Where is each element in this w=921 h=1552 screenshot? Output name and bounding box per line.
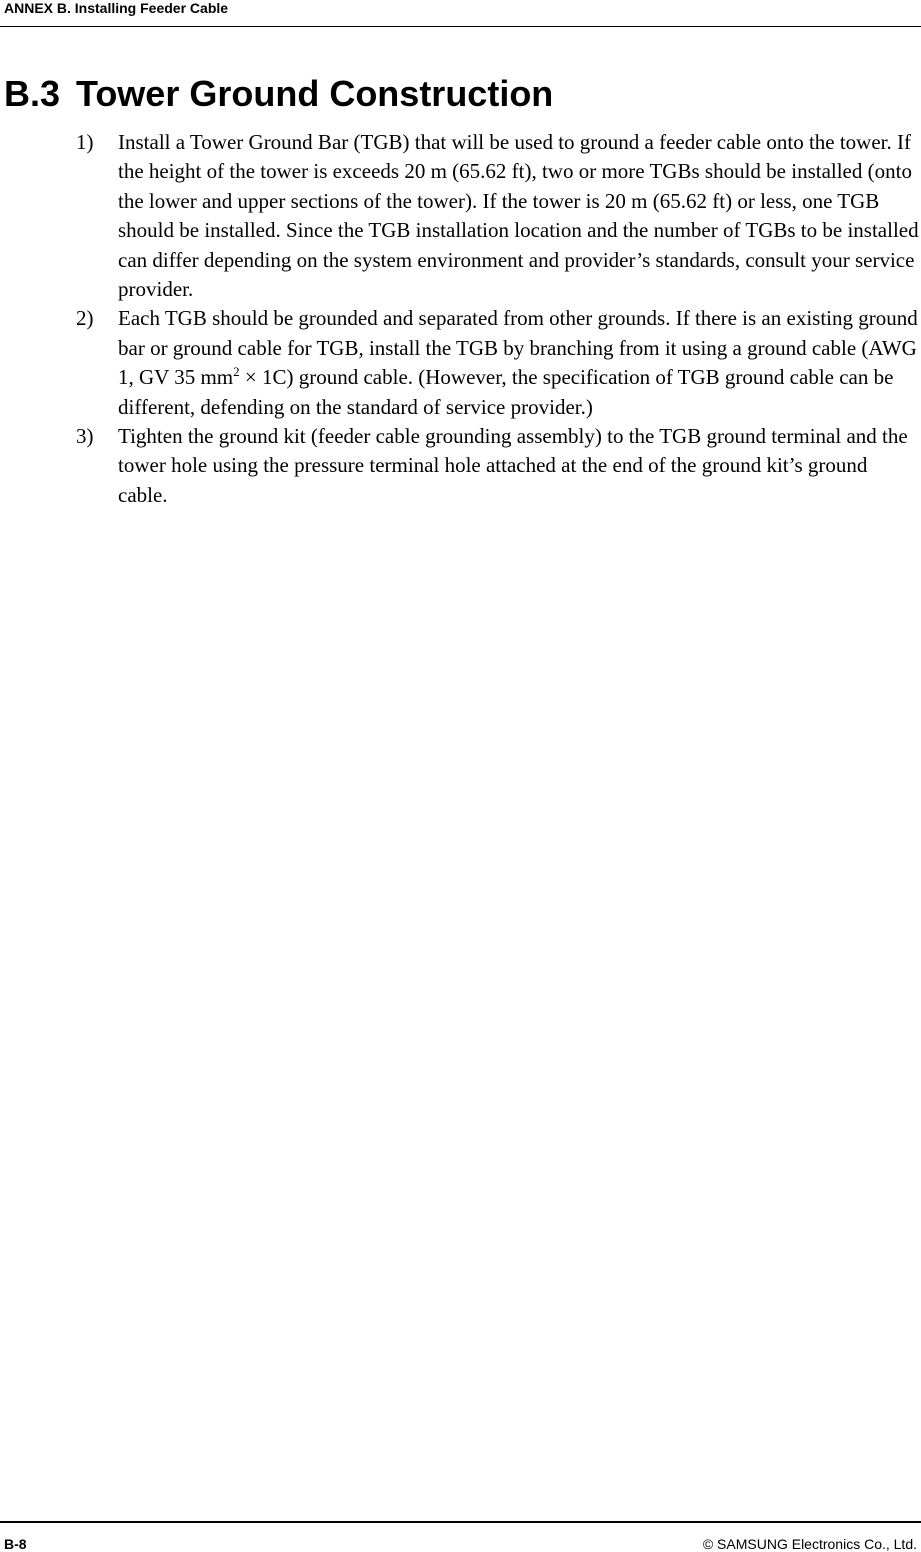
header-divider [0, 26, 921, 27]
step-number: 3) [76, 424, 94, 449]
procedure-steps [0, 128, 921, 510]
section-title: Tower Ground Construction [76, 73, 554, 114]
footer-divider [0, 1521, 921, 1523]
step-text [118, 306, 918, 418]
step-number: 1) [76, 130, 94, 154]
step-item-3 [0, 422, 921, 510]
step-text: Tighten the ground kit (feeder cable grounding assembly) to the TGB ground terminal and the tower hole using the pressure terminal hole attached at the end of the ground kit’s ground cable. [118, 424, 908, 507]
superscript: 2 [233, 364, 240, 380]
step-text: Install a Tower Ground Bar (TGB) that will be used to ground a feeder cable onto the tower. If the height of the tower is exceeds 20 m (65.62 ft), two or more TGBs should be installed (onto the lower and upper sections of the tower). If the tower is 20 m (65.62 ft) or less, one TGB should be installed. Since the TGB installation location and the number of TGBs to be installed can differ depending on the system environment and provider’s standards, consult your service provider. [118, 130, 919, 302]
running-header: ANNEX B. Installing Feeder Cable [4, 0, 229, 16]
step-item-1 [0, 128, 921, 304]
step-item-2 [0, 304, 921, 422]
section-heading [4, 72, 553, 116]
page-number: B-8 [4, 1536, 27, 1552]
step-text-part: Each TGB should be grounded and separated from other grounds. If there is an existing ground bar or ground cable for TGB, install the TGB by branching from it using a ground cable (AWG 1, GV 35 mm [118, 306, 918, 390]
section-number: B.3 [4, 73, 61, 114]
step-text-part: × 1C) ground cable. (However, the specification of TGB ground cable can be different, defending on the standard of service provider.) [118, 365, 894, 419]
step-number: 2) [76, 306, 94, 331]
copyright: © SAMSUNG Electronics Co., Ltd. [702, 1536, 917, 1552]
